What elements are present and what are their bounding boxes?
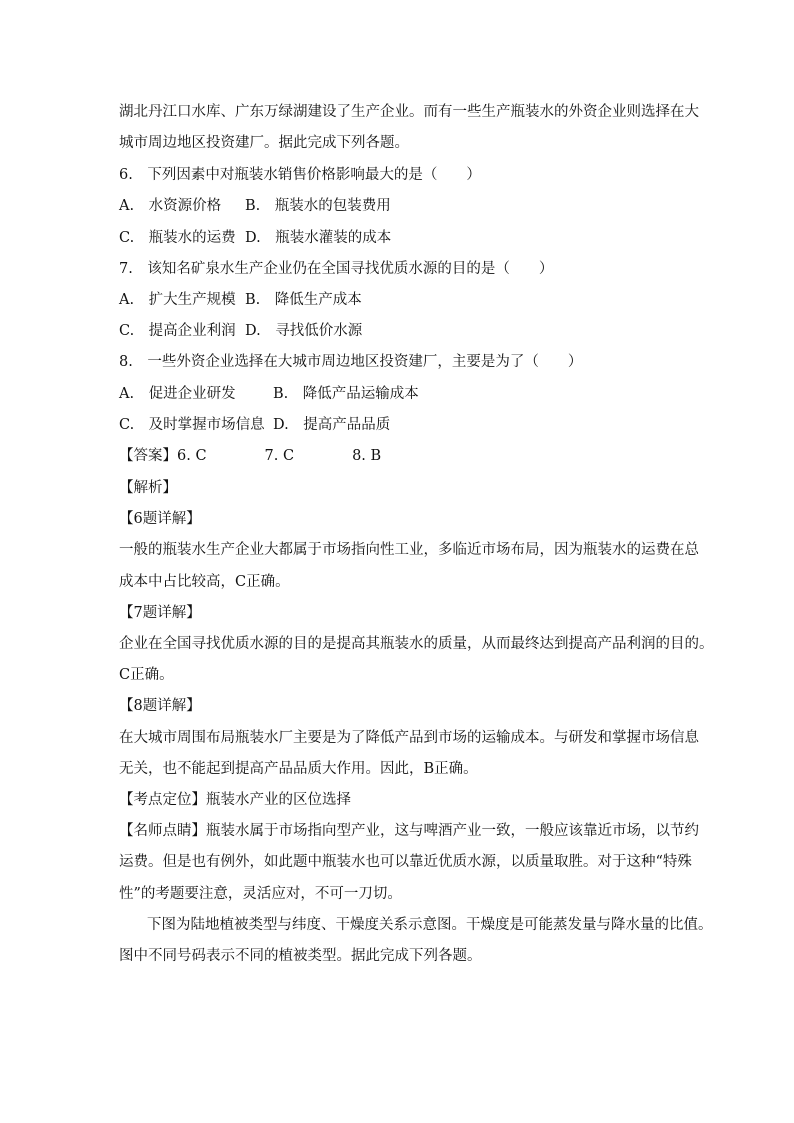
detail-8-title: 【8题详解】 (119, 698, 201, 714)
question-6-stem: 6. 下列因素中对瓶装水销售价格影响最大的是（ ） (119, 167, 481, 183)
kaodian-line: 【考点定位】瓶装水产业的区位选择 (119, 792, 351, 808)
detail-8-line-2: 无关，也不能起到提高产品品质大作用。因此，B正确。 (119, 761, 478, 777)
question-6-options-ab (119, 196, 391, 216)
mingshi-line-1: 【名师点睛】瓶装水属于市场指向型产业，这与啤酒产业一致，一般应该靠近市场，以节约 (119, 823, 699, 839)
option-6b: B. 瓶装水的包装费用 (245, 198, 391, 214)
detail-7-line-2: C正确。 (119, 667, 174, 683)
detail-6-line-2: 成本中占比较高，C正确。 (119, 574, 290, 590)
option-7d: D. 寻找低价水源 (245, 323, 363, 339)
mingshi-line-2: 运费。但是也有例外，如此题中瓶装水也可以靠近优质水源，以质量取胜。对于这种“特殊 (119, 854, 692, 870)
option-8d: D. 提高产品品质 (273, 417, 391, 433)
question-7-options-ab (119, 290, 362, 310)
answer-line: 【答案】6. C 7. C 8. B (119, 448, 382, 464)
option-7c: C. 提高企业利润 (119, 323, 236, 339)
question-7-options-cd (119, 321, 362, 341)
next-intro-line-2: 图中不同号码表示不同的植被类型。据此完成下列各题。 (119, 948, 482, 964)
question-7-stem: 7. 该知名矿泉水生产企业仍在全国寻找优质水源的目的是（ ） (119, 261, 554, 277)
question-8-options-cd (119, 415, 390, 435)
question-8-stem: 8. 一些外资企业选择在大城市周边地区投资建厂，主要是为了（ ） (119, 354, 583, 370)
option-7b: B. 降低生产成本 (245, 292, 362, 308)
option-6a: A. 水资源价格 (119, 198, 222, 214)
intro-line-2: 城市周边地区投资建厂。据此完成下列各题。 (119, 135, 409, 151)
option-7a: A. 扩大生产规模 (119, 292, 236, 308)
detail-6-title: 【6题详解】 (119, 511, 201, 527)
detail-7-line-1: 企业在全国寻找优质水源的目的是提高其瓶装水的质量，从而最终达到提高产品利润的目的。 (119, 636, 714, 652)
detail-6-line-1: 一般的瓶装水生产企业大都属于市场指向性工业，多临近市场布局，因为瓶装水的运费在总 (119, 542, 699, 558)
option-8c: C. 及时掌握市场信息 (119, 417, 265, 433)
option-6d: D. 瓶装水灌装的成本 (245, 230, 392, 246)
mingshi-line-3: 性”的考题要注意，灵活应对，不可一刀切。 (119, 886, 402, 902)
option-6c: C. 瓶装水的运费 (119, 230, 236, 246)
detail-7-title: 【7题详解】 (119, 605, 201, 621)
intro-line-1: 湖北丹江口水库、广东万绿湖建设了生产企业。而有一些生产瓶装水的外资企业则选择在大 (119, 104, 699, 120)
option-8a: A. 促进企业研发 (119, 386, 236, 402)
option-8b: B. 降低产品运输成本 (273, 386, 419, 402)
question-6-options-cd (119, 228, 391, 248)
detail-8-line-1: 在大城市周围布局瓶装水厂主要是为了降低产品到市场的运输成本。与研发和掌握市场信息 (119, 730, 699, 746)
analysis-label: 【解析】 (119, 480, 177, 496)
question-8-options-ab (119, 384, 419, 404)
next-intro-line-1: 下图为陆地植被类型与纬度、干燥度关系示意图。干燥度是可能蒸发量与降水量的比值。 (147, 917, 713, 933)
